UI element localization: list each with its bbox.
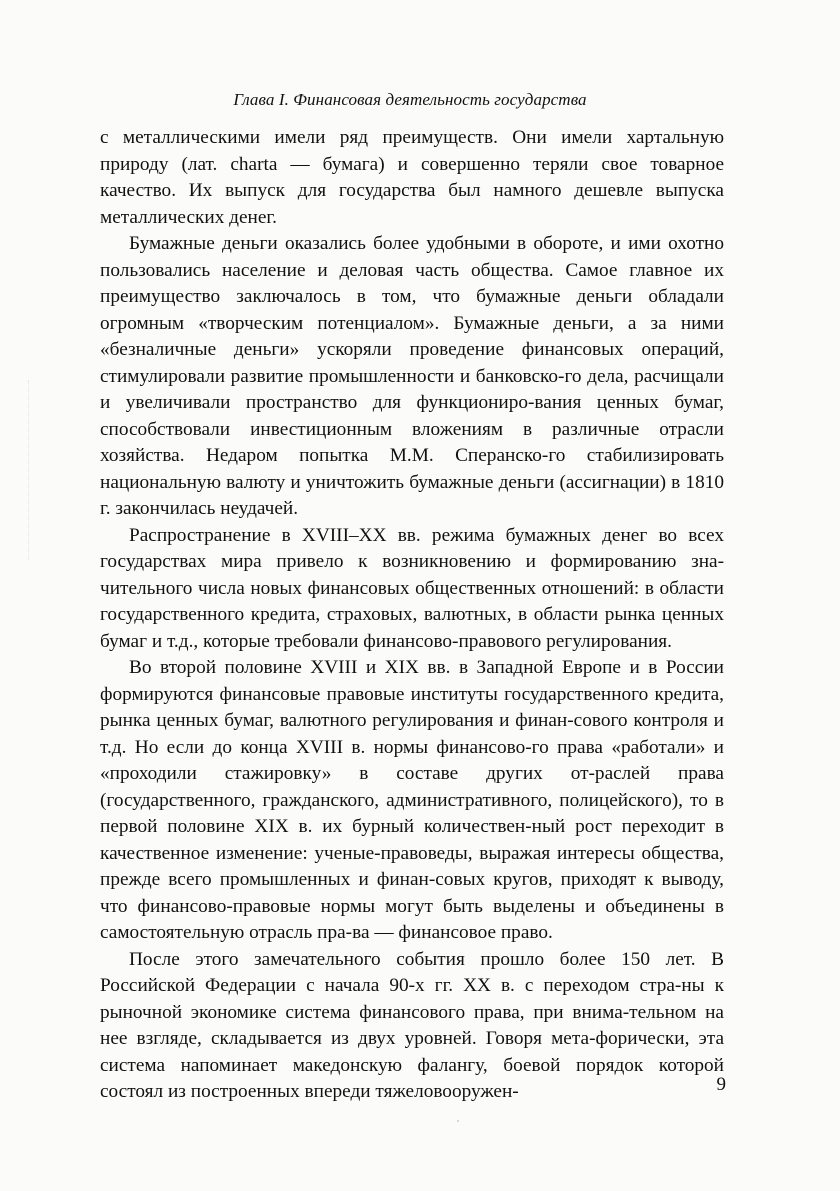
paragraph-4: Во второй половине XVIII и XIX вв. в Западной Европе и в России формируются финансовые правовые институты государственного кредита, рынка ценных бумаг, валютного регулирования и финан-сового контроля и т.д. Но если до конца XVIII в. нормы финансово-го права «работали» и «проходили стажировку» в составе других от-раслей права (государственного, гражданского, административного, полицейского), то в первой половине XIX в. их бурный количествен-ный рост переходит в качественное изменение: ученые-правоведы, выражая интересы общества, прежде всего промышленных и финан-совых кругов, приходят к выводу, что финансово-правовые нормы могут быть выделены и объединены в самостоятельную отрасль пра-ва — финансовое право. bbox=[100, 657, 724, 943]
paragraph-2: Бумажные деньги оказались более удобными в обороте, и ими охотно пользовались население и деловая часть общества. Самое главное их преимущество заключалось в том, что бумажные деньги обладали огромным «творческим потенциалом». Бумажные деньги, а за ними «безналичные деньги» ускоряли проведение финансовых операций, стимулировали развитие промышленности и банковско-го дела, расчищали и увеличивали пространство для функциониро-вания ценных бумаг, способствовали инвестиционным вложениям в различные отрасли хозяйства. Недаром попытка М.М. Сперанско-го стабилизировать национальную валюту и уничтожить бумажные деньги (ассигнации) в 1810 г. закончилась неудачей. bbox=[100, 233, 724, 519]
scan-speck bbox=[457, 1120, 459, 1122]
paragraph-3: Распространение в XVIII–XX вв. режима бумажных денег во всех государствах мира привело к возникновению и формированию зна-чительного числа новых финансовых общественных отношений: в области государственного кредита, страховых, валютных, в области рынка ценных бумаг и т.д., которые требовали финансово-правового регулирования. bbox=[100, 524, 724, 652]
page-number: 9 bbox=[716, 1074, 726, 1095]
margin-scan-artifacts bbox=[28, 380, 39, 560]
main-text bbox=[100, 125, 724, 1106]
paragraph-5: После этого замечательного события прошло более 150 лет. В Российской Федерации с начала 90-х гг. XX в. с переходом стра-ны к рыночной экономике система финансового права, при внима-тельном на нее взгляде, складывается из двух уровней. Говоря мета-форически, эта система напоминает македонскую фалангу, боевой порядок которой состоял из построенных впереди тяжеловооружен- bbox=[100, 948, 724, 1102]
paragraph-1: с металлическими имели ряд преимуществ. Они имели хартальную природу (лат. charta — бумага) и совершенно теряли свое товарное качество. Их выпуск для государства был намного дешевле выпуска металлических денег. bbox=[100, 127, 724, 228]
running-header: Глава I. Финансовая деятельность государства bbox=[233, 90, 587, 109]
